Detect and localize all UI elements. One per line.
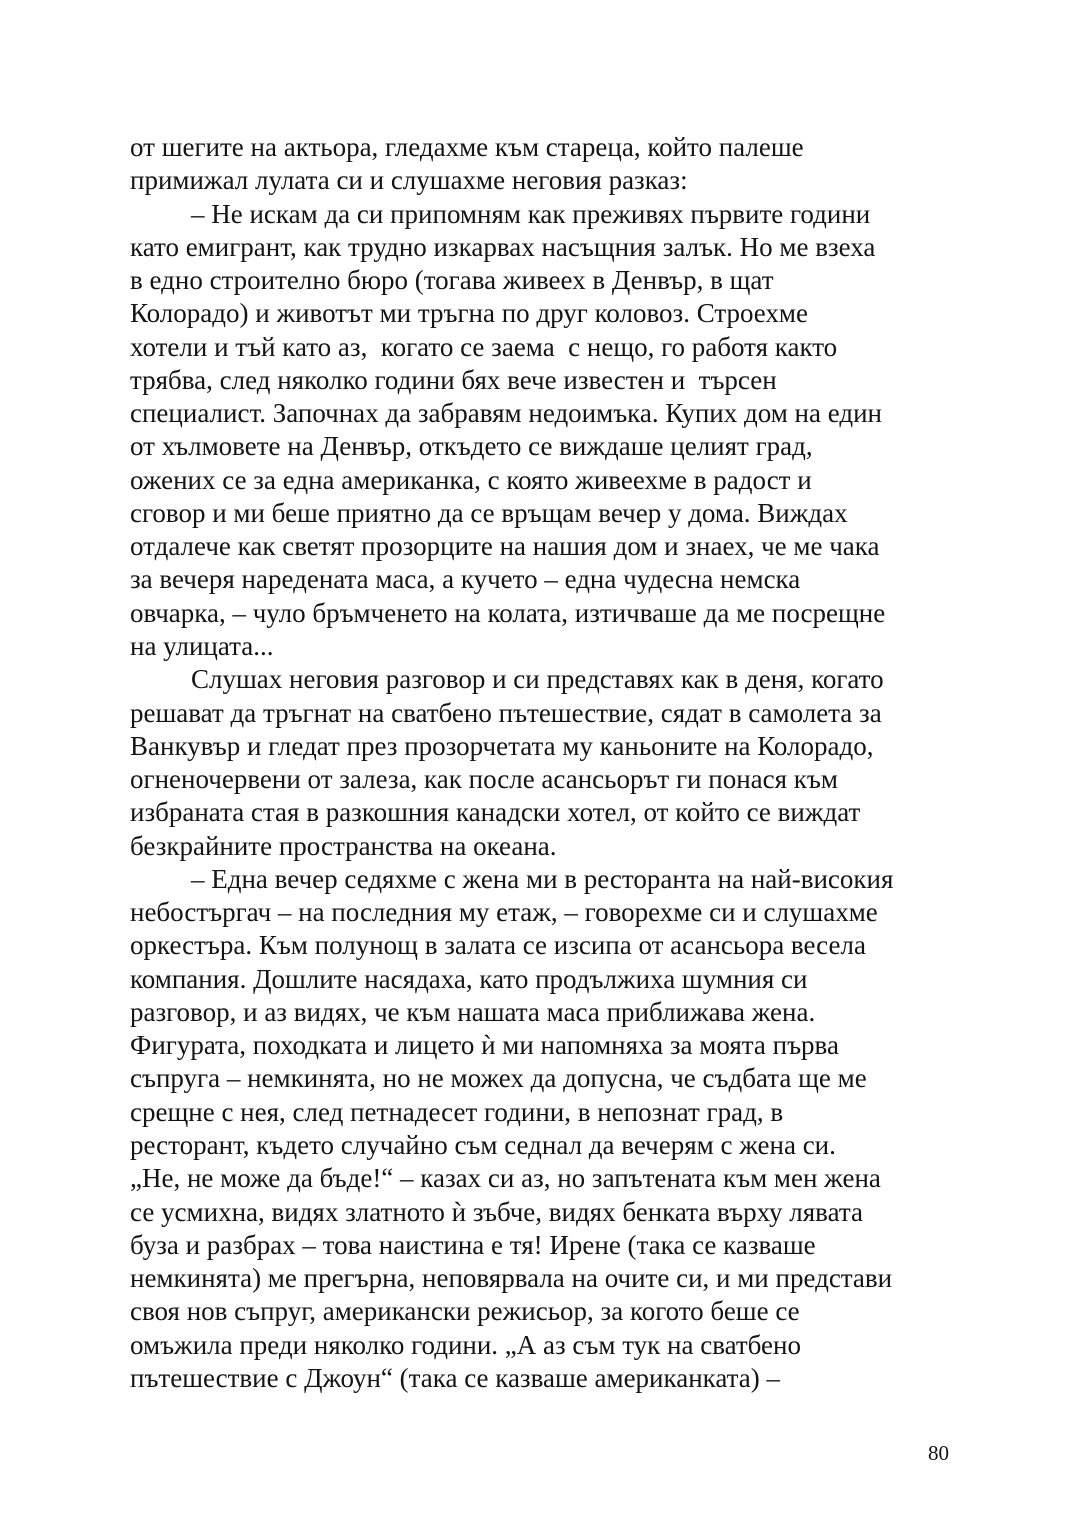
- paragraph: [130, 863, 893, 1395]
- text-line: от хълмовете на Денвър, откъдето се виждаше целият град,: [130, 431, 813, 462]
- text-line: срещне с нея, след петнадесет години, в непознат град, в: [130, 1096, 784, 1127]
- text-line: омъжила преди няколко години. „А аз съм тук на сватбено: [130, 1329, 801, 1360]
- text-line: – Не искам да си припомням как преживях първите години: [191, 198, 871, 229]
- text-line: на улицата...: [130, 630, 274, 661]
- text-line: трябва, след няколко години бях вече известен и търсен: [130, 364, 777, 395]
- text-line: пътешествие с Джоун“ (така се казваше американката) –: [130, 1362, 780, 1393]
- text-line: за вечеря наредената маса, а кучето – една чудесна немска: [130, 564, 801, 595]
- text-line: от шегите на актьора, гледахме към стареца, който палеше: [130, 132, 804, 162]
- text-line: „Не, не може да бъде!“ – казах си аз, но запътената към мен жена: [130, 1163, 881, 1194]
- text-line: в едно строително бюро (тогава живеех в Денвър, в щат: [130, 265, 774, 296]
- text-line: своя нов съпруг, американски режисьор, за когото беше се: [130, 1296, 800, 1327]
- text-line: специалист. Започнах да забравям недоимъка. Купих дом на един: [130, 398, 883, 429]
- paragraph-continuation: [130, 131, 893, 198]
- text-line: хотели и тъй като аз, когато се заема с нещо, го работя както: [130, 331, 838, 362]
- text-line: сговор и ми беше приятно да се връщам вечер у дома. Виждах: [130, 497, 848, 528]
- text-line: оркестъра. Към полунощ в залата се изсипа от асансьора весела: [130, 930, 866, 961]
- text-line: огненочервени от залеза, как после асансьорът ги понася към: [130, 764, 838, 795]
- text-line: буза и разбрах – това наистина е тя! Ирене (така се казваше: [130, 1229, 816, 1260]
- text-line: отдалече как светят прозорците на нашия дом и знаех, че ме чака: [130, 531, 880, 562]
- text-line: като емигрант, как трудно изкарвах насъщния залък. Но ме взеха: [130, 231, 876, 262]
- text-line: Колорадо) и животът ми тръгна по друг коловоз. Строехме: [130, 298, 809, 329]
- text-line: примижал лулата си и слушахме неговия разказ:: [130, 165, 688, 196]
- text-line: ожених се за една американка, с която живеехме в радост и: [130, 464, 812, 495]
- page-number: 80: [928, 1441, 949, 1465]
- text-line: решават да тръгнат на сватбено пътешествие, сядат в самолета за: [130, 697, 882, 728]
- text-line: Фигурата, походката и лицето ѝ ми напомняха за моята първа: [130, 1030, 839, 1061]
- text-line: избраната стая в разкошния канадски хотел, от който се виждат: [130, 797, 861, 828]
- paragraph: [130, 663, 893, 863]
- text-line: разговор, и аз видях, че към нашата маса приближава жена.: [130, 996, 816, 1027]
- text-line: Слушах неговия разговор и си представях как в деня, когато: [191, 664, 884, 695]
- text-line: ресторант, където случайно съм седнал да вечерям с жена си.: [130, 1129, 836, 1160]
- paragraph: [130, 198, 893, 664]
- text-line: съпруга – немкинята, но не можех да допусна, че съдбата ще ме: [130, 1063, 867, 1094]
- text-line: немкинята) ме прегърна, неповярвала на очите си, и ми представи: [130, 1263, 893, 1294]
- text-line: – Една вечер седяхме с жена ми в ресторанта на най-високия: [191, 863, 894, 894]
- text-line: безкрайните пространства на океана.: [130, 830, 557, 861]
- text-line: компания. Дошлите насядаха, като продължиха шумния си: [130, 963, 808, 994]
- body-text: [130, 131, 893, 1395]
- text-line: Ванкувър и гледат през прозорчетата му каньоните на Колорадо,: [130, 730, 874, 761]
- text-line: овчарка, – чуло бръмченето на колата, изтичваше да ме посрещне: [130, 597, 886, 628]
- text-line: небостъргач – на последния му етаж, – говорехме си и слушахме: [130, 897, 878, 928]
- text-line: се усмихна, видях златното ѝ зъбче, видях бенката върху лявата: [130, 1196, 863, 1227]
